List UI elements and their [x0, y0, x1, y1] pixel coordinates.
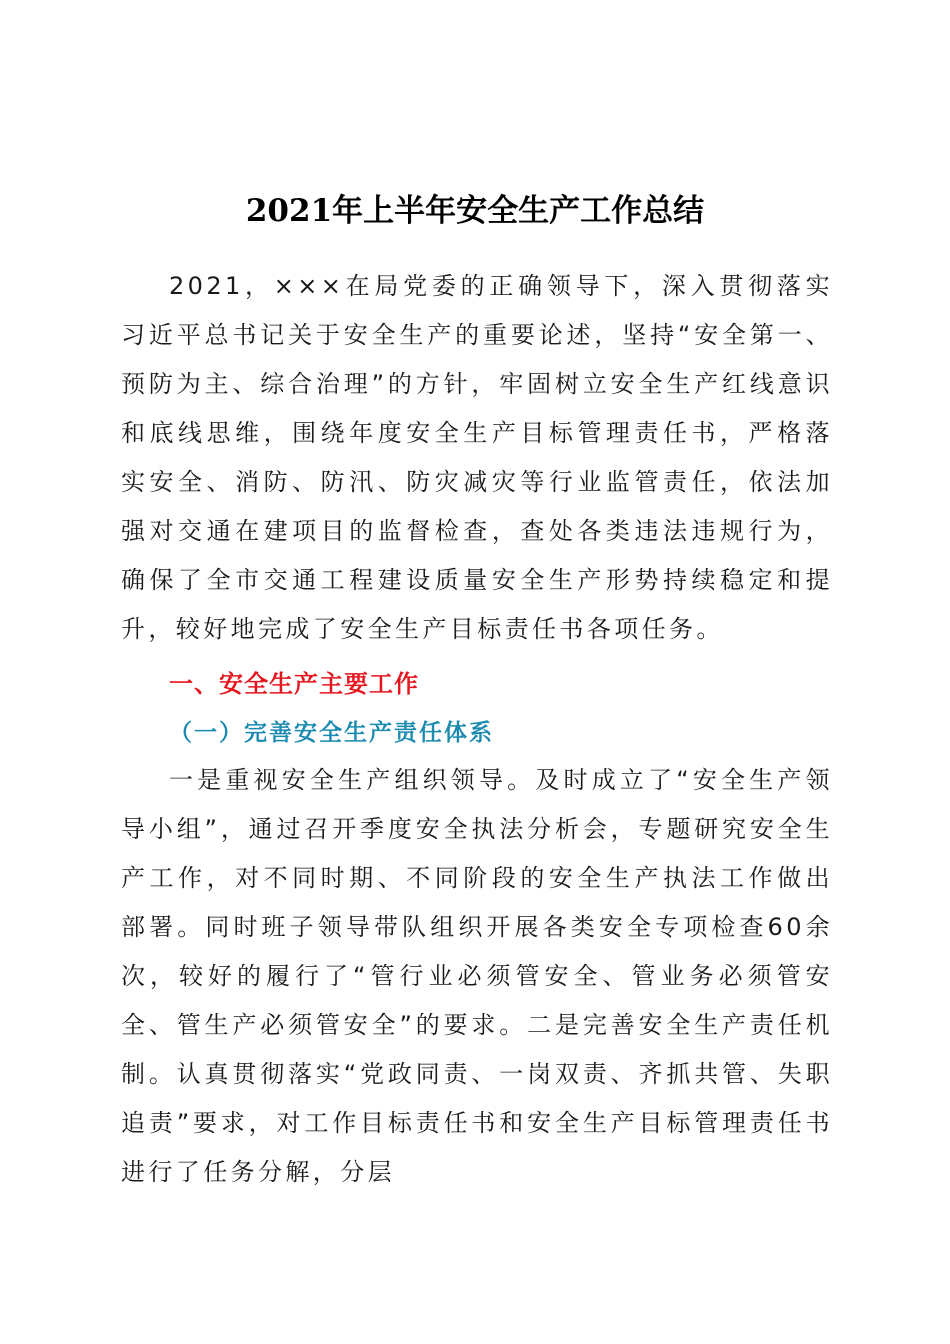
- subsection-heading: （一）完善安全生产责任体系: [169, 720, 494, 746]
- document-title: 2021年上半年安全生产工作总结: [245, 193, 705, 229]
- subsection-paragraph: 一是重视安全生产组织领导。及时成立了“安全生产领导小组”，通过召开季度安全执法分析会，专题研究安全生产工作，对不同时期、不同阶段的安全生产执法工作做出部署。同时班子领导带队组织开展各类安全专项检查60余次，较好的履行了“管行业必须管安全、管业务必须管安全、管生产必须管安全”的要求。二是完善安全生产责任机制。认真贯彻落实“党政同责、一岗双责、齐抓共管、失职追责”要求，对工作目标责任书和安全生产目标管理责任书进行了任务分解，分层: [121, 766, 833, 1186]
- intro-paragraph: 2021，×××在局党委的正确领导下，深入贯彻落实习近平总书记关于安全生产的重要论述，坚持“安全第一、预防为主、综合治理”的方针，牢固树立安全生产红线意识和底线思维，围绕年度安全生产目标管理责任书，严格落实安全、消防、防汛、防灾减灾等行业监管责任，依法加强对交通在建项目的监督检查，查处各类违法违规行为，确保了全市交通工程建设质量安全生产形势持续稳定和提升，较好地完成了安全生产目标责任书各项任务。: [121, 272, 833, 643]
- section-heading: 一、安全生产主要工作: [169, 670, 419, 698]
